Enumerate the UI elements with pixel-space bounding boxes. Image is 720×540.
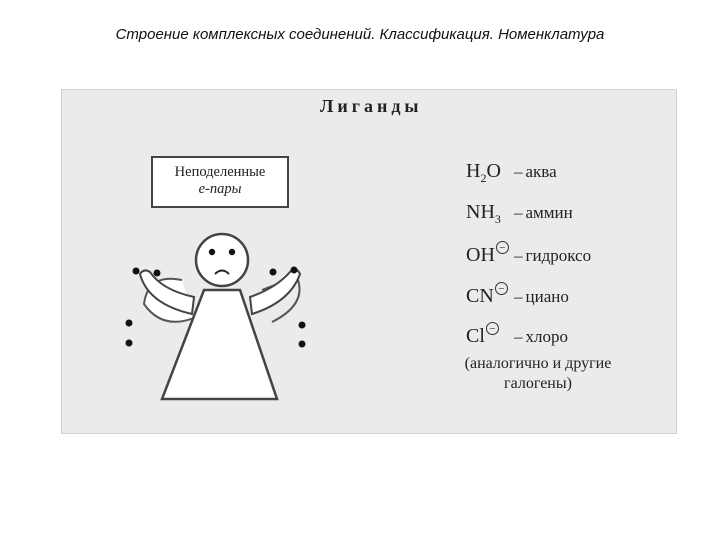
minus-charge-icon: − <box>486 322 499 335</box>
slide-title: Строение комплексных соединений. Классификация. Номенклатура <box>115 26 605 43</box>
ligand-aqua: $H_2O$ – аква <box>466 160 557 185</box>
ligand-name: гидроксо <box>525 246 592 265</box>
ligands-panel <box>61 89 677 434</box>
minus-charge-icon: − <box>496 241 509 254</box>
ligand-name: циано <box>525 287 569 306</box>
ligand-name: аква <box>525 162 557 181</box>
ligand-chloro: Cl − – хлоро <box>466 323 568 347</box>
ligand-hydroxo: OH − – гидроксо <box>466 242 592 266</box>
minus-charge-icon: − <box>495 282 508 295</box>
ligand-name: хлоро <box>525 327 568 346</box>
panel-heading: Лиганды <box>320 96 423 116</box>
ligand-name: аммин <box>525 203 573 222</box>
electron-pairs-label: Неподеленные е-пары <box>151 156 289 208</box>
ligand-ammine: $NH_3$ – аммин <box>466 201 573 226</box>
ligand-cyano: CN − – циано <box>466 283 569 307</box>
halogens-note: (аналогично и другие галогены) <box>464 355 612 392</box>
